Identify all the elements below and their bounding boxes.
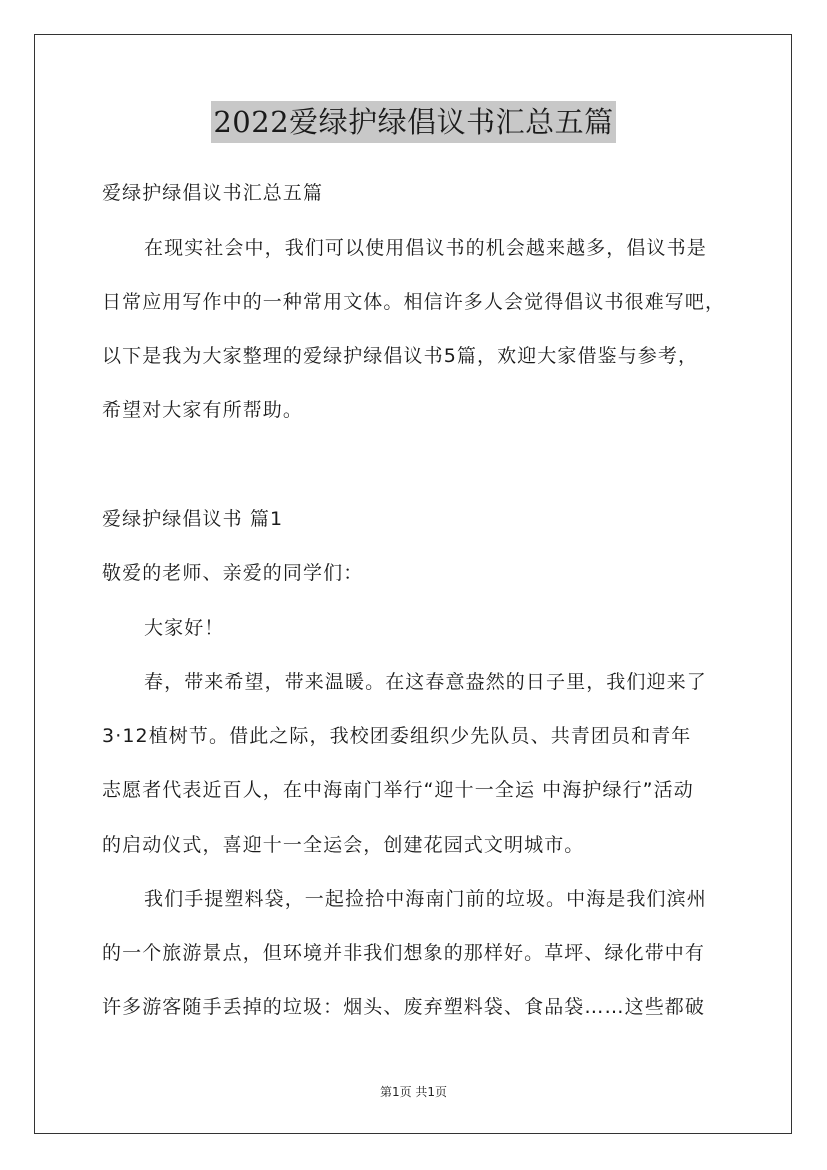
- section-heading: 爱绿护绿倡议书 篇1: [102, 508, 284, 530]
- text-line: 志愿者代表近百人，在中海南门举行“迎十一全运 中海护绿行”活动: [102, 779, 694, 801]
- text-line: 日常应用写作中的一种常用文体。相信许多人会觉得倡议书很难写吧，: [102, 291, 726, 313]
- salutation-line: 敬爱的老师、亲爱的同学们：: [102, 562, 364, 584]
- text-line: 以下是我为大家整理的爱绿护绿倡议书5篇，欢迎大家借鉴与参考，: [102, 345, 699, 367]
- text-line: 我们手提塑料袋，一起捡拾中海南门前的垃圾。中海是我们滨州: [144, 888, 707, 910]
- text-line: 3·12植树节。借此之际，我校团委组织少先队员、共青团员和青年: [102, 725, 692, 747]
- subtitle-line: 爱绿护绿倡议书汇总五篇: [102, 182, 324, 204]
- document-title: 2022爱绿护绿倡议书汇总五篇: [211, 101, 615, 143]
- text-line: 的一个旅游景点，但环境并非我们想象的那样好。草坪、绿化带中有: [102, 942, 706, 964]
- greeting-line: 大家好！: [144, 617, 225, 639]
- text-line: 在现实社会中，我们可以使用倡议书的机会越来越多，倡议书是: [144, 237, 707, 259]
- text-line: 许多游客随手丢掉的垃圾：烟头、废弃塑料袋、食品袋……这些都破: [102, 996, 706, 1018]
- text-line: 春，带来希望，带来温暖。在这春意盎然的日子里，我们迎来了: [144, 671, 707, 693]
- page-footer: 第1页 共1页: [379, 1085, 448, 1099]
- title-container: [0, 101, 827, 143]
- text-line: 希望对大家有所帮助。: [102, 399, 304, 421]
- text-line: 的启动仪式，喜迎十一全运会，创建花园式文明城市。: [102, 834, 585, 856]
